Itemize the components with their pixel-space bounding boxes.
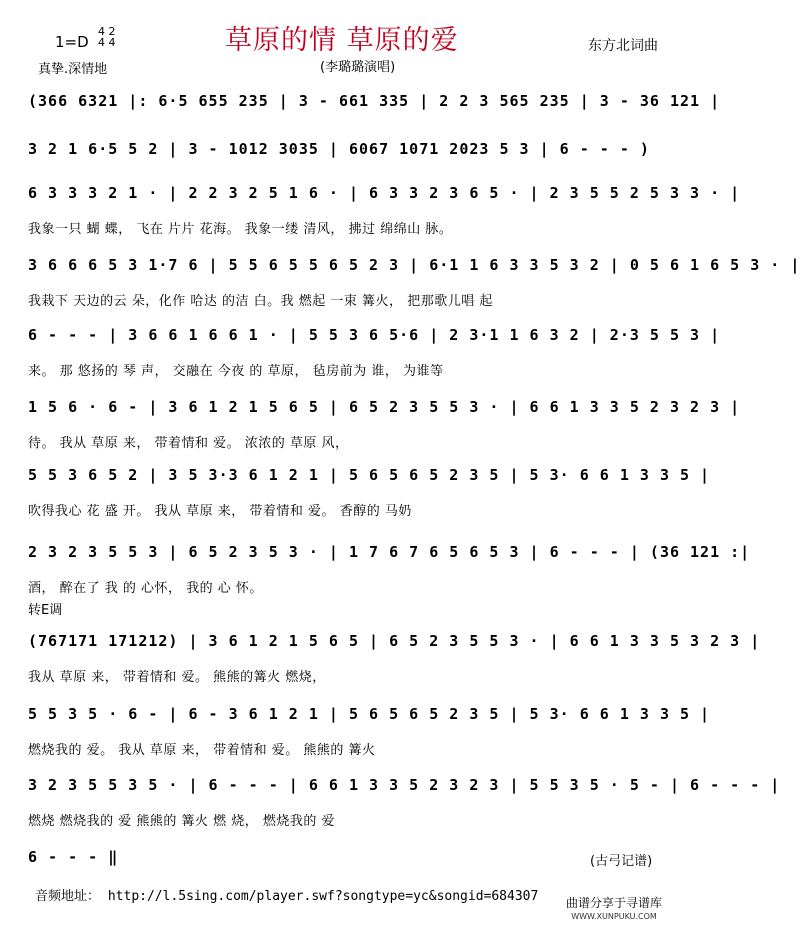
lyrics-line: 我栽下 天边的云 朵，化作 哈达 的洁 白。我 燃起 一束 篝火， 把那歌儿唱 起 [28, 294, 493, 309]
lyrics-line: 燃烧 燃烧我的 爱 熊熊的 篝火 燃 烧， 燃烧我的 爱 [28, 814, 336, 829]
notation-line: 6 3 3 3 2 1 · | 2 2 3 2 5 1 6 · | 6 3 3 2 3 6 5 · | 2 3 5 5 2 5 3 3 · | [28, 184, 741, 202]
site-watermark [566, 897, 662, 923]
notation-line: (767171 171212) | 3 6 1 2 1 5 6 5 | 6 5 2 3 5 5 3 · | 6 6 1 3 3 5 3 2 3 | [28, 632, 761, 650]
lyrics-line: 吹得我心 花 盛 开。 我从 草原 来， 带着情和 爱。 香醇的 马奶 [28, 504, 412, 519]
composer-credit: 东方北词曲 [588, 38, 658, 54]
notation-line: 3 2 1 6·5 5 2 | 3 - 1012 3035 | 6067 1071 2023 5 3 | 6 - - - ) [28, 140, 650, 158]
lyrics-line: 酒， 醉在了 我 的 心怀， 我的 心 怀。 [28, 581, 263, 596]
notation-line: 5 5 3 5 · 6 - | 6 - 3 6 1 2 1 | 5 6 5 6 5 2 3 5 | 5 3· 6 6 1 3 3 5 | [28, 705, 711, 723]
transcriber-credit: (古弓记谱) [590, 854, 653, 869]
song-title: 草原的情 草原的爱 [225, 25, 459, 56]
audio-address [35, 885, 538, 904]
lyrics-line: 燃烧我的 爱。 我从 草原 来， 带着情和 爱。 熊熊的 篝火 [28, 743, 376, 758]
lyrics-line: 待。 我从 草原 来， 带着情和 爱。 浓浓的 草原 风， [28, 436, 349, 451]
lyrics-line: 来。 那 悠扬的 琴 声， 交融在 今夜 的 草原， 毡房前为 谁， 为谁等 [28, 364, 444, 379]
lyrics-line: 我从 草原 来， 带着情和 爱。 熊熊的篝火 燃烧， [28, 670, 326, 685]
key-signature: 1=D [55, 33, 89, 51]
meter-bottom: 4 4 [98, 36, 116, 49]
notation-line: 5 5 3 6 5 2 | 3 5 3·3 6 1 2 1 | 5 6 5 6 5 2 3 5 | 5 3· 6 6 1 3 3 5 | [28, 466, 711, 484]
audio-label: 音频地址： [35, 889, 101, 904]
notation-line: 6 - - - | 3 6 6 1 6 6 1 · | 5 5 3 6 5·6 | 2 3·1 1 6 3 2 | 2·3 5 5 3 | [28, 326, 721, 344]
notation-line: (366 6321 |: 6·5 655 235 | 3 - 661 335 | 2 2 3 565 235 | 3 - 36 121 | [28, 92, 721, 110]
notation-line: 2 3 2 3 5 5 3 | 6 5 2 3 5 3 · | 1 7 6 7 6 5 6 5 3 | 6 - - - | (36 121 :| [28, 543, 751, 561]
time-signature [98, 26, 116, 48]
lyrics-line: 我象一只 蝴 蝶， 飞在 片片 花海。 我象一缕 清风， 拂过 绵绵山 脉。 [28, 222, 453, 237]
audio-link[interactable]: http://l.5sing.com/player.swf?songtype=yc&songid=684307 [107, 889, 539, 904]
watermark-url: WWW.XUNPUKU.COM [571, 912, 657, 921]
expression-mark: 真挚.深情地 [38, 62, 108, 77]
notation-line: 6 - - - ‖ [28, 848, 119, 866]
notation-line: 1 5 6 · 6 - | 3 6 1 2 1 5 6 5 | 6 5 2 3 5 5 3 · | 6 6 1 3 3 5 2 3 2 3 | [28, 398, 741, 416]
notation-line: 3 2 3 5 5 3 5 · | 6 - - - | 6 6 1 3 3 5 2 3 2 3 | 5 5 3 5 · 5 - | 6 - - - | [28, 776, 781, 794]
modulation-mark: 转E调 [28, 603, 63, 618]
notation-line: 3 6 6 6 5 3 1·7 6 | 5 5 6 5 5 6 5 2 3 | 6·1 1 6 3 3 5 3 2 | 0 5 6 1 6 5 3 · | [28, 256, 800, 274]
watermark-text: 曲谱分享于寻谱库 [566, 896, 663, 910]
performer-credit: (李璐璐演唱) [320, 60, 396, 75]
meter-top: 4 2 [98, 25, 116, 38]
